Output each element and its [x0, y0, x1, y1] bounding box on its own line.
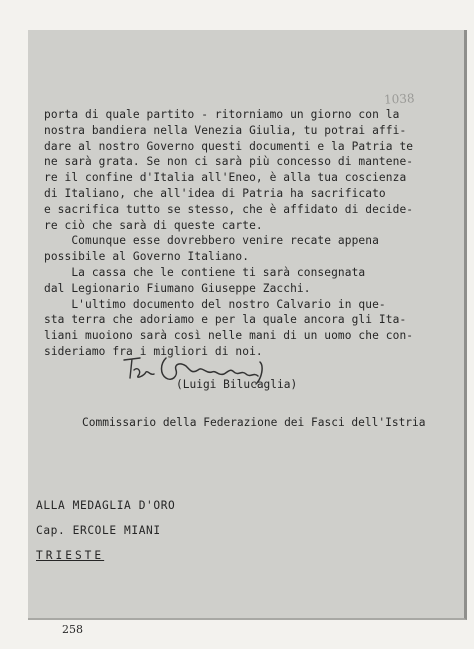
letter-body	[44, 107, 467, 360]
addressee-line: Cap. ERCOLE MIANI	[36, 524, 161, 537]
letter-line: e sacrifica tutto se stesso, che è affidato di decide-	[44, 202, 414, 216]
letter-line: ne sarà grata. Se non ci sarà più concesso di mantene-	[44, 155, 414, 169]
letter-line: liani muoiono sarà così nelle mani di un uomo che con-	[44, 329, 414, 343]
letter-line: re il confine d'Italia all'Eneo, è alla tua coscienza	[44, 171, 407, 185]
letter-line: dare al nostro Governo questi documenti e la Patria te	[44, 139, 414, 153]
addressee-line: ALLA MEDAGLIA D'ORO	[36, 499, 176, 512]
letter-line: La cassa che le contiene ti sarà consegnata	[44, 265, 366, 279]
addressee-city: TRIESTE	[36, 549, 105, 562]
addressee-block	[36, 498, 175, 573]
page-number: 258	[62, 623, 83, 636]
letter-line: sta terra che adoriamo e per la quale ancora gli Ita-	[44, 313, 407, 327]
letter-line: L'ultimo documento del nostro Calvario in que-	[44, 297, 386, 311]
signatory-name: (Luigi Bilucaglia)	[176, 378, 298, 391]
letter-line: porta di quale partito - ritorniamo un giorno con la	[44, 108, 400, 121]
letter-line: possibile al Governo Italiano.	[44, 250, 250, 264]
signatory-title: Commissario della Federazione dei Fasci dell'Istria	[82, 416, 426, 429]
letter-line: re ciò che sarà di queste carte.	[44, 218, 263, 232]
faint-archive-number: 1038	[383, 91, 415, 107]
typewritten-page	[28, 30, 467, 620]
letter-line: sideriamo fra i migliori di noi.	[44, 344, 263, 358]
letter-line: dal Legionario Fiumano Giuseppe Zacchi.	[44, 281, 311, 295]
letter-line: di Italiano, che all'idea di Patria ha sacrificato	[44, 186, 386, 200]
letter-line: Comunque esse dovrebbero venire recate appena	[44, 234, 379, 248]
letter-line: nostra bandiera nella Venezia Giulia, tu potrai affi-	[44, 123, 407, 137]
